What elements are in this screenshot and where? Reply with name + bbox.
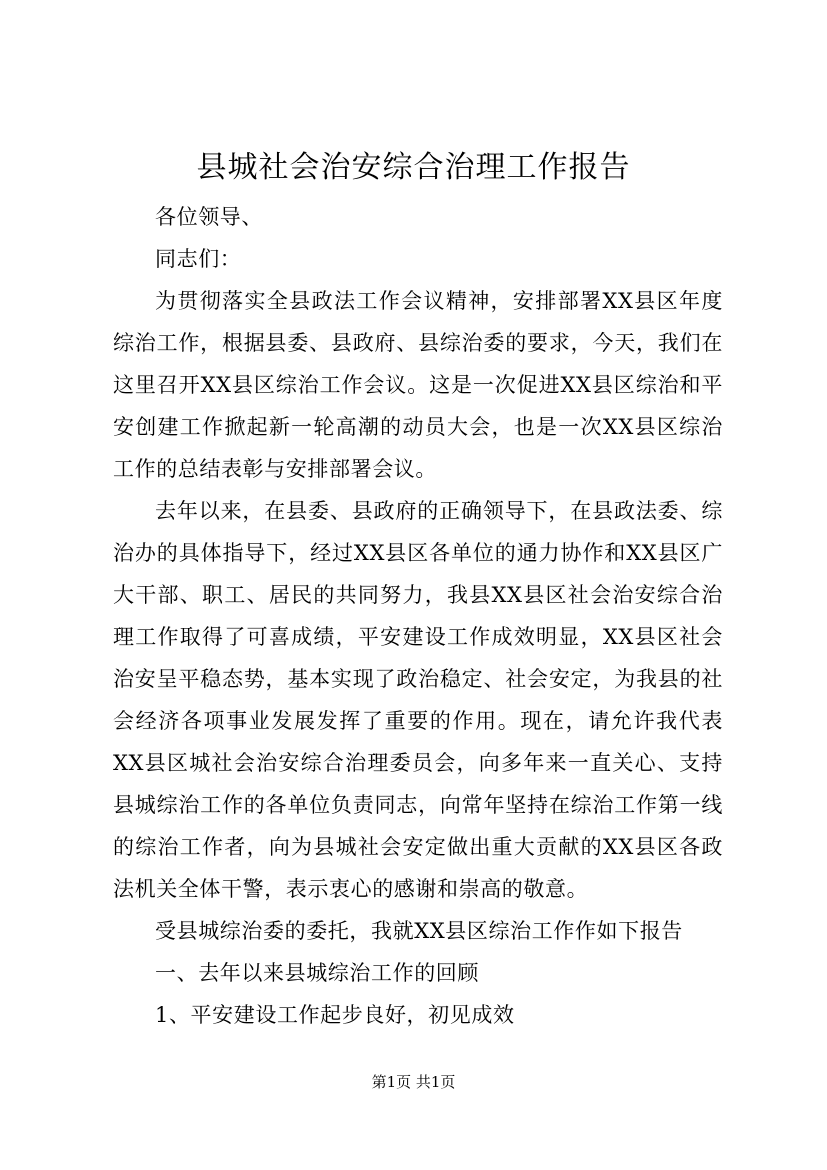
subsection-heading-safety: 1、平安建设工作起步良好，初见成效 (155, 1003, 515, 1027)
salutation-comrades: 同志们： (155, 247, 242, 271)
section-heading-review: 一、去年以来县城综治工作的回顾 (155, 961, 479, 985)
document-title: 县城社会治安综合治理工作报告 (196, 150, 631, 185)
paragraph-report-intro: 受县城综治委的委托，我就XX县区综治工作作如下报告 (155, 919, 683, 943)
document-body (113, 196, 723, 1036)
salutation-leaders: 各位领导、 (155, 205, 263, 229)
page-footer: 第1页 共1页 (371, 1073, 456, 1091)
paragraph-achievements: 去年以来，在县委、县政府的正确领导下，在县政法委、综治办的具体指导下，经过XX县区各单位的通力协作和XX县区广大干部、职工、居民的共同努力，我县XX县区社会治安综合治理工作取得了可喜成绩，平安建设工作成效明显，XX县区社会治安呈平稳态势，基本实现了政治稳定、社会安定，为我县的社会经济各项事业发展发挥了重要的作用。现在，请允许我代表XX县区城社会治安综合治理委员会，向多年来一直关心、支持县城综治工作的各单位负责同志，向常年坚持在综治工作第一线的综治工作者，向为县城社会安定做出重大贡献的XX县区各政法机关全体干警，表示衷心的感谢和崇高的敬意。 (113, 499, 723, 901)
paragraph-introduction: 为贯彻落实全县政法工作会议精神，安排部署XX县区年度综治工作，根据县委、县政府、县综治委的要求，今天，我们在这里召开XX县区综治工作会议。这是一次促进XX县区综治和平安创建工作掀起新一轮高潮的动员大会，也是一次XX县区综治工作的总结表彰与安排部署会议。 (113, 289, 723, 481)
